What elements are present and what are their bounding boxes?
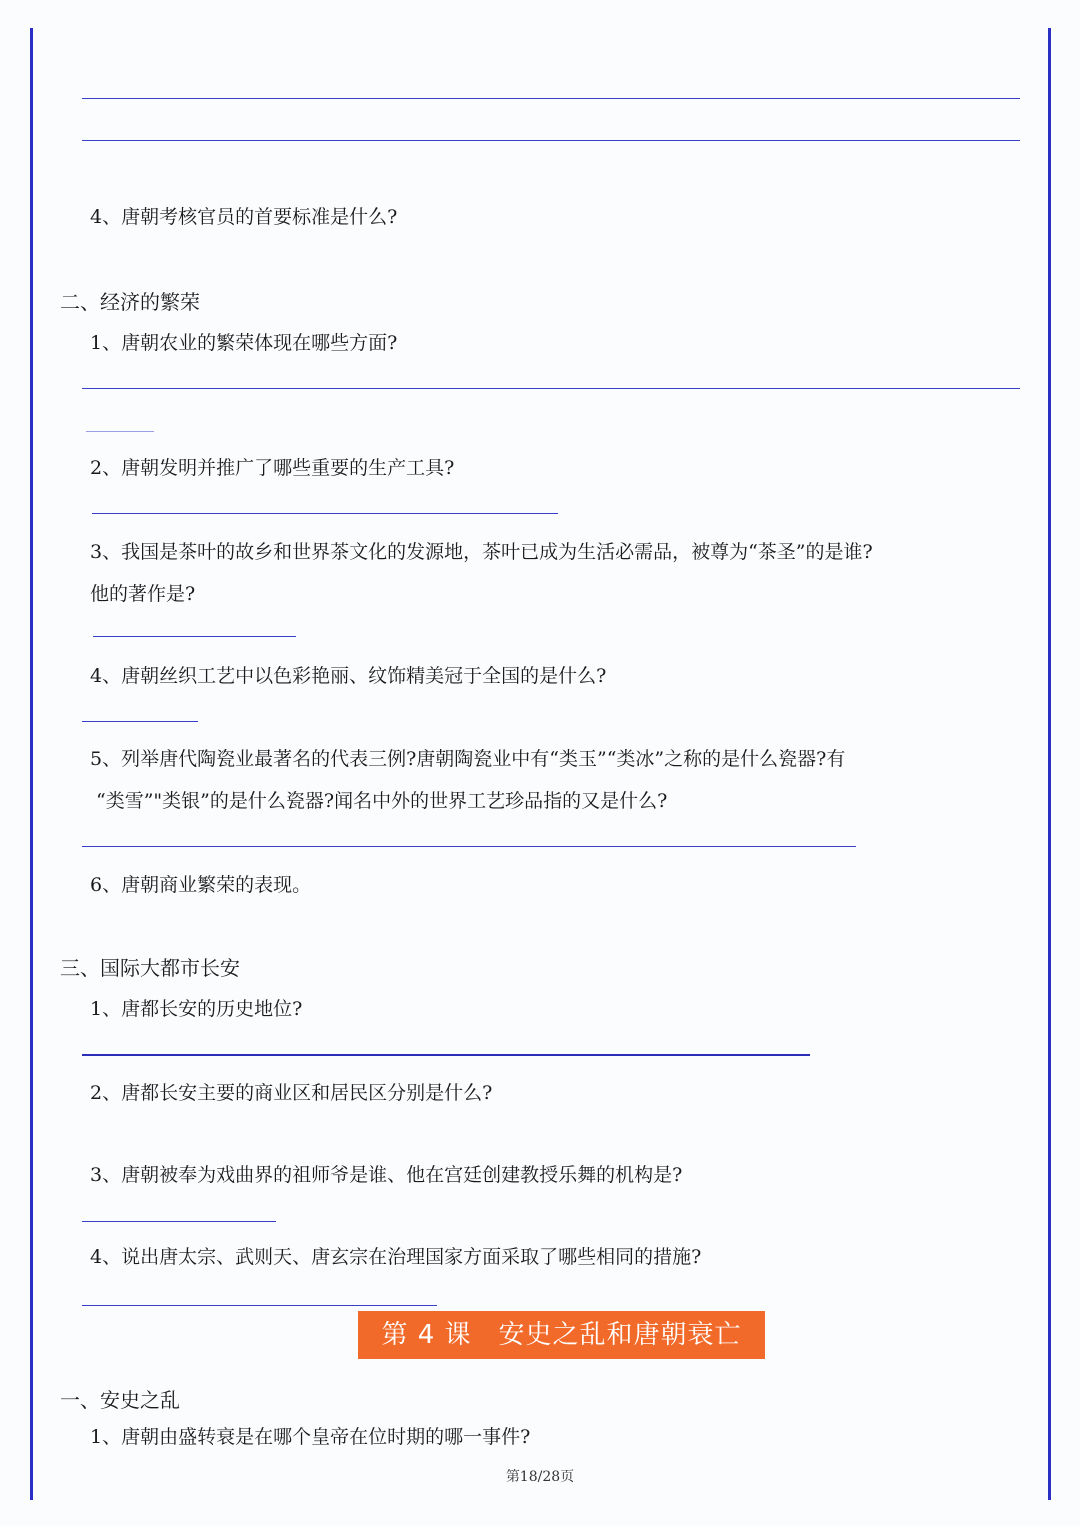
- question-text: 2、唐朝发明并推广了哪些重要的生产工具?: [90, 457, 455, 479]
- answer-line: [82, 98, 1020, 99]
- answer-line: [82, 1305, 437, 1306]
- page-border-left: [30, 28, 33, 1500]
- section-heading: 三、国际大都市长安: [60, 956, 240, 980]
- section-heading: 二、经济的繁荣: [60, 290, 200, 314]
- question-text: 他的著作是?: [90, 583, 196, 605]
- page-border-right: [1048, 28, 1051, 1500]
- lesson-banner: 第 4 课 安史之乱和唐朝衰亡: [358, 1311, 765, 1359]
- answer-line: [82, 388, 1020, 389]
- answer-line: [82, 846, 856, 847]
- answer-line: [82, 1221, 276, 1222]
- question-text: 1、唐朝农业的繁荣体现在哪些方面?: [90, 332, 398, 354]
- question-text: 1、唐都长安的历史地位?: [90, 998, 303, 1020]
- answer-line: [92, 513, 558, 514]
- question-text: 5、列举唐代陶瓷业最著名的代表三例?唐朝陶瓷业中有“类玉”“类冰”之称的是什么瓷器?有: [90, 748, 846, 770]
- question-text: 4、说出唐太宗、武则天、唐玄宗在治理国家方面采取了哪些相同的措施?: [90, 1246, 702, 1268]
- page-number: 第18/28页: [505, 1469, 575, 1485]
- question-text: “类雪”"类银”的是什么瓷器?闻名中外的世界工艺珍品指的又是什么?: [96, 790, 668, 812]
- answer-line: [86, 431, 154, 432]
- question-text: 6、唐朝商业繁荣的表现。: [90, 874, 312, 896]
- section-heading: 一、安史之乱: [60, 1388, 180, 1412]
- question-text: 2、唐都长安主要的商业区和居民区分别是什么?: [90, 1082, 493, 1104]
- question-text: 3、我国是茶叶的故乡和世界茶文化的发源地，茶叶已成为生活必需品，被尊为“茶圣”的是谁?: [90, 541, 873, 563]
- question-text: 1、唐朝由盛转衰是在哪个皇帝在位时期的哪一事件?: [90, 1426, 531, 1448]
- question-text: 4、唐朝丝织工艺中以色彩艳丽、纹饰精美冠于全国的是什么?: [90, 665, 607, 687]
- answer-line: [82, 721, 198, 722]
- answer-line: [93, 636, 296, 637]
- answer-line: [82, 1054, 810, 1056]
- answer-line: [82, 140, 1020, 141]
- question-text: 4、唐朝考核官员的首要标准是什么?: [90, 206, 398, 228]
- question-text: 3、唐朝被奉为戏曲界的祖师爷是谁、他在宫廷创建教授乐舞的机构是?: [90, 1164, 683, 1186]
